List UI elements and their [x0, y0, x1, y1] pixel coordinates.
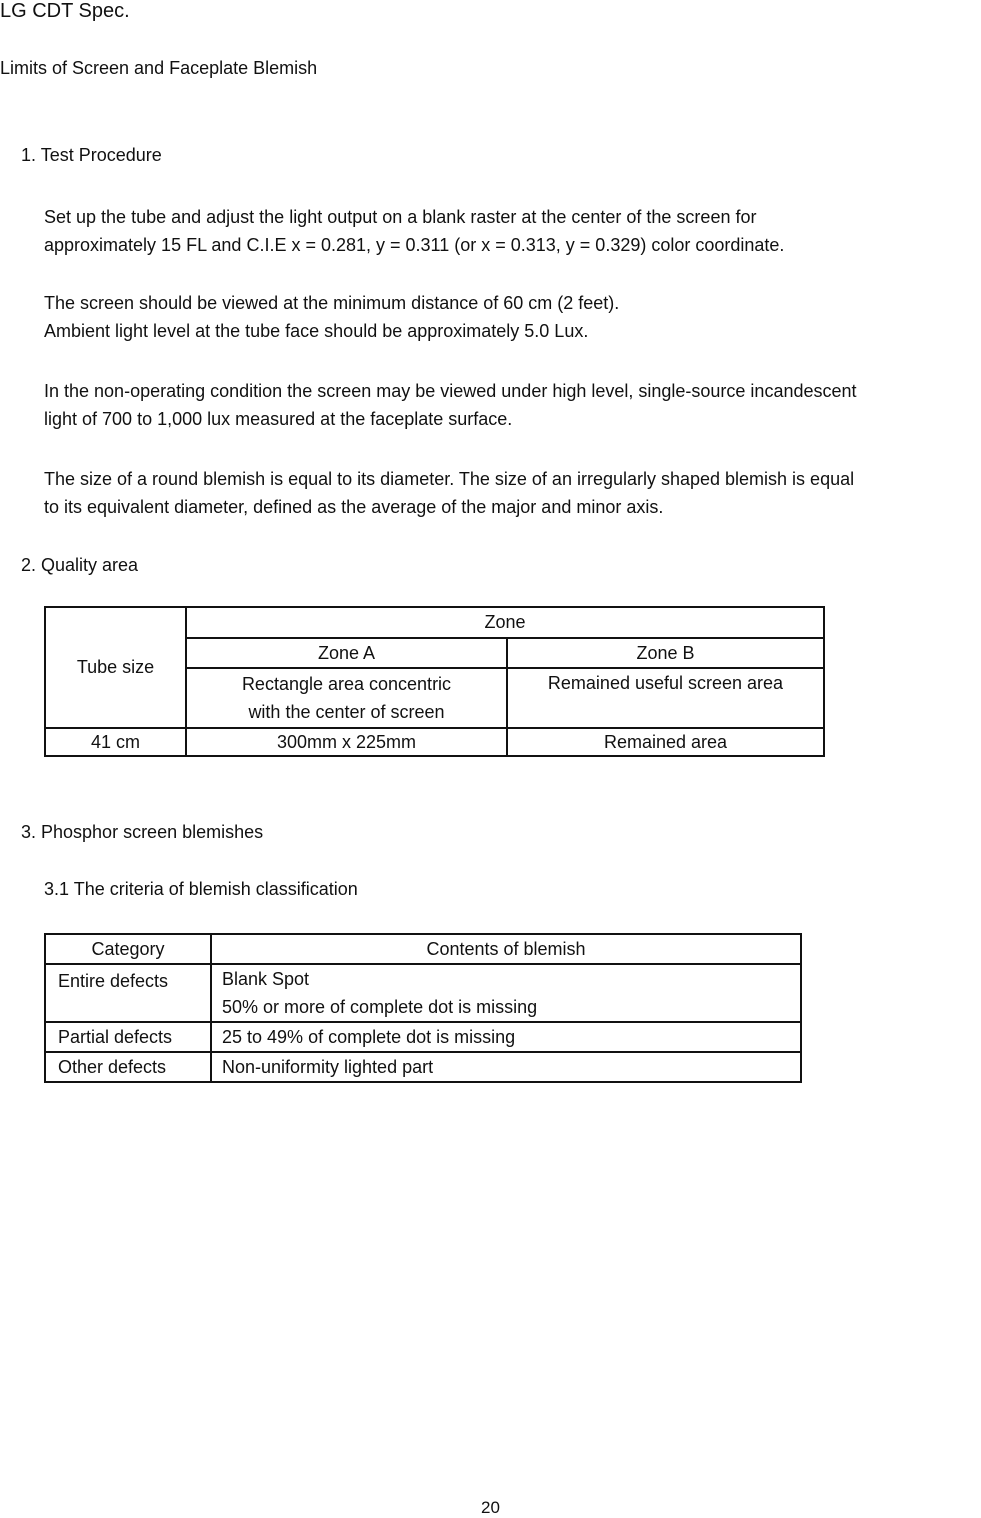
contents-cell: Non-uniformity lighted part — [211, 1052, 801, 1082]
zone-b-header: Zone B — [507, 638, 824, 668]
paragraph-line: Ambient light level at the tube face should be approximately 5.0 Lux. — [44, 321, 589, 341]
paragraph-line: to its equivalent diameter, defined as the average of the major and minor axis. — [44, 497, 664, 517]
contents-header: Contents of blemish — [211, 934, 801, 964]
contents-line: 50% or more of complete dot is missing — [222, 997, 538, 1017]
section-3-1-subheading: 3.1 The criteria of blemish classification — [44, 879, 358, 899]
paragraph-line: The screen should be viewed at the minimum distance of 60 cm (2 feet). — [44, 293, 620, 313]
zone-a-description-line: with the center of screen — [248, 702, 445, 722]
paragraph-viewing-distance — [44, 289, 619, 345]
zone-header: Zone — [186, 607, 824, 638]
contents-line: Blank Spot — [222, 969, 310, 989]
zone-b-description: Remained useful screen area — [507, 668, 824, 728]
contents-cell: 25 to 49% of complete dot is missing — [211, 1022, 801, 1052]
document-header: LG CDT Spec. — [0, 0, 130, 22]
paragraph-line: Set up the tube and adjust the light output on a blank raster at the center of the screen for — [44, 207, 757, 227]
table-row — [45, 728, 824, 756]
paragraph-line: approximately 15 FL and C.I.E x = 0.281, y = 0.311 (or x = 0.313, y = 0.329) color coordinate. — [44, 235, 785, 255]
paragraph-line: light of 700 to 1,000 lux measured at the faceplate surface. — [44, 409, 513, 429]
table-row — [45, 964, 801, 1022]
zone-a-header: Zone A — [186, 638, 507, 668]
zone-a-value: 300mm x 225mm — [186, 728, 507, 756]
document-subtitle: Limits of Screen and Faceplate Blemish — [0, 58, 318, 78]
section-3-heading: 3. Phosphor screen blemishes — [21, 822, 264, 842]
page-number: 20 — [481, 1498, 500, 1517]
table-row — [45, 1022, 801, 1052]
category-cell: Partial defects — [45, 1022, 211, 1052]
section-2-heading: 2. Quality area — [21, 555, 139, 575]
quality-area-table — [44, 606, 825, 757]
category-cell: Entire defects — [45, 964, 211, 1022]
category-cell: Other defects — [45, 1052, 211, 1082]
paragraph-line: In the non-operating condition the screen may be viewed under high level, single-source incandescent — [44, 381, 857, 401]
contents-cell — [211, 964, 801, 1022]
tube-size-header: Tube size — [45, 607, 186, 728]
tube-size-value: 41 cm — [45, 728, 186, 756]
paragraph-setup — [44, 203, 784, 259]
section-1-heading: 1. Test Procedure — [21, 145, 162, 165]
paragraph-line: The size of a round blemish is equal to its diameter. The size of an irregularly shaped blemish is equal — [44, 469, 855, 489]
blemish-classification-table — [44, 933, 802, 1083]
table-row — [45, 1052, 801, 1082]
category-header: Category — [45, 934, 211, 964]
zone-a-description-line: Rectangle area concentric — [241, 674, 452, 694]
zone-b-value: Remained area — [507, 728, 824, 756]
paragraph-blemish-size — [44, 465, 854, 521]
zone-a-description — [186, 668, 507, 728]
paragraph-non-operating — [44, 377, 857, 433]
